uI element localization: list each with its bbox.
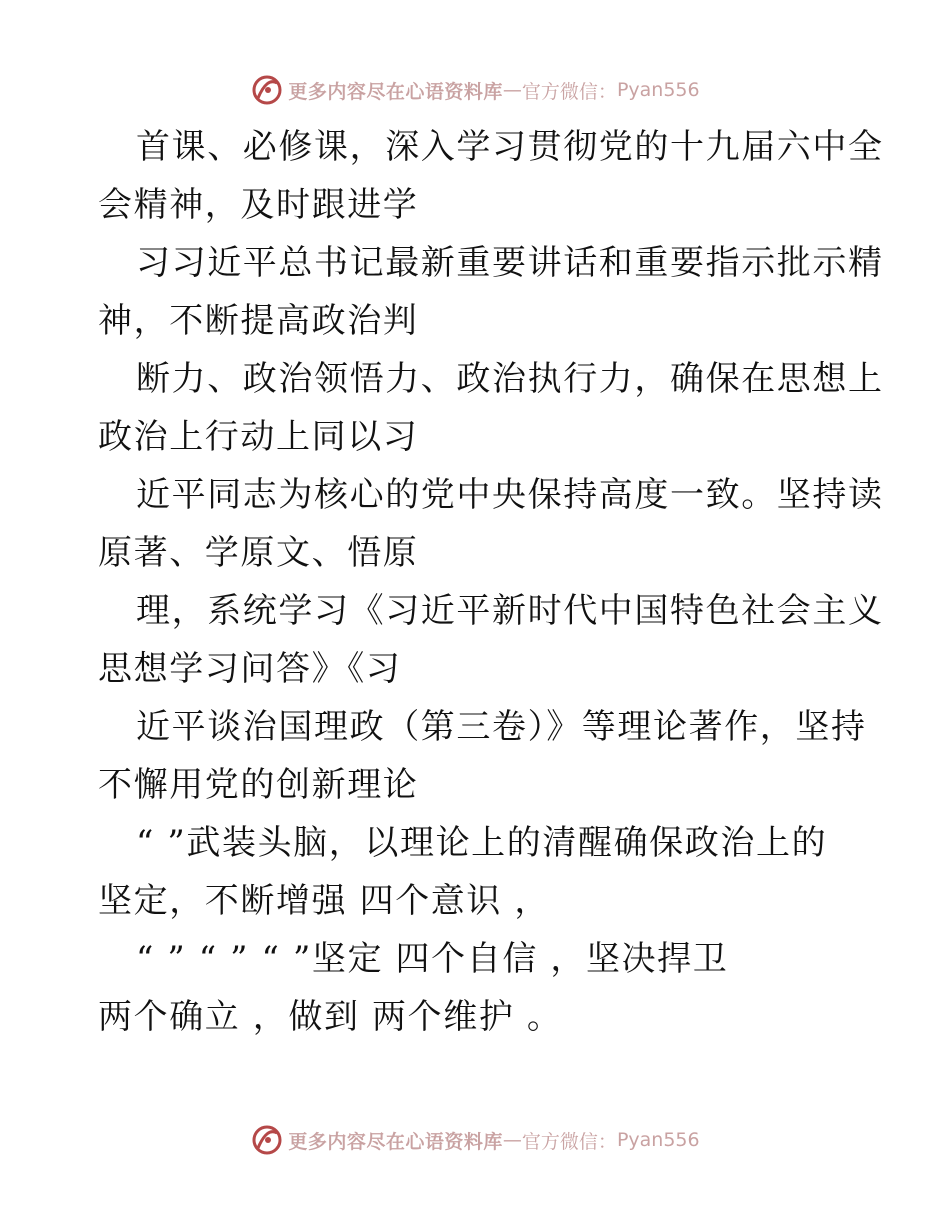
header-dash: — (502, 79, 522, 101)
footer-contact-id: Pyan556 (616, 1129, 700, 1151)
header-watermark (0, 70, 950, 110)
body-line: 近平同志为核心的党中央保持高度一致。坚持读 (136, 475, 884, 515)
body-line: “ ” “ ” “ ”坚定 四个自信 ，坚决捍卫 (136, 939, 729, 979)
red-seal-logo-icon (250, 1123, 284, 1157)
body-line: 神，不断提高政治判 (98, 301, 419, 341)
footer-watermark (0, 1120, 950, 1160)
body-line: “ ”武装头脑，以理论上的清醒确保政治上的 (136, 823, 828, 863)
red-seal-logo-icon (250, 73, 284, 107)
body-line: 不懈用党的创新理论 (98, 765, 419, 805)
body-line: 断力、政治领悟力、政治执行力，确保在思想上 (136, 359, 884, 399)
footer-contact-label: 官方微信： (521, 1130, 617, 1153)
body-line: 坚定，不断增强 四个意识 ， (98, 881, 551, 921)
body-line: 理，系统学习《习近平新时代中国特色社会主义 (136, 591, 884, 631)
body-line: 近平谈治国理政（第三卷）》等理论著作，坚持 (136, 707, 867, 747)
body-line: 政治上行动上同以习 (98, 417, 419, 457)
body-line: 两个确立 ，做到 两个维护 。 (98, 997, 563, 1037)
header-contact-label: 官方微信： (521, 80, 617, 103)
body-line: 原著、学原文、悟原 (98, 533, 419, 573)
body-line: 首课、必修课，深入学习贯彻党的十九届六中全 (136, 127, 884, 167)
document-body (98, 118, 884, 1046)
footer-dash: — (502, 1129, 522, 1151)
header-site-name: 更多内容尽在心语资料库 (288, 80, 503, 103)
body-line: 会精神，及时跟进学 (98, 185, 419, 225)
body-line: 习习近平总书记最新重要讲话和重要指示批示精 (136, 243, 884, 283)
header-contact-id: Pyan556 (616, 79, 700, 101)
body-line: 思想学习问答》《习 (98, 649, 402, 689)
footer-site-name: 更多内容尽在心语资料库 (288, 1130, 503, 1153)
